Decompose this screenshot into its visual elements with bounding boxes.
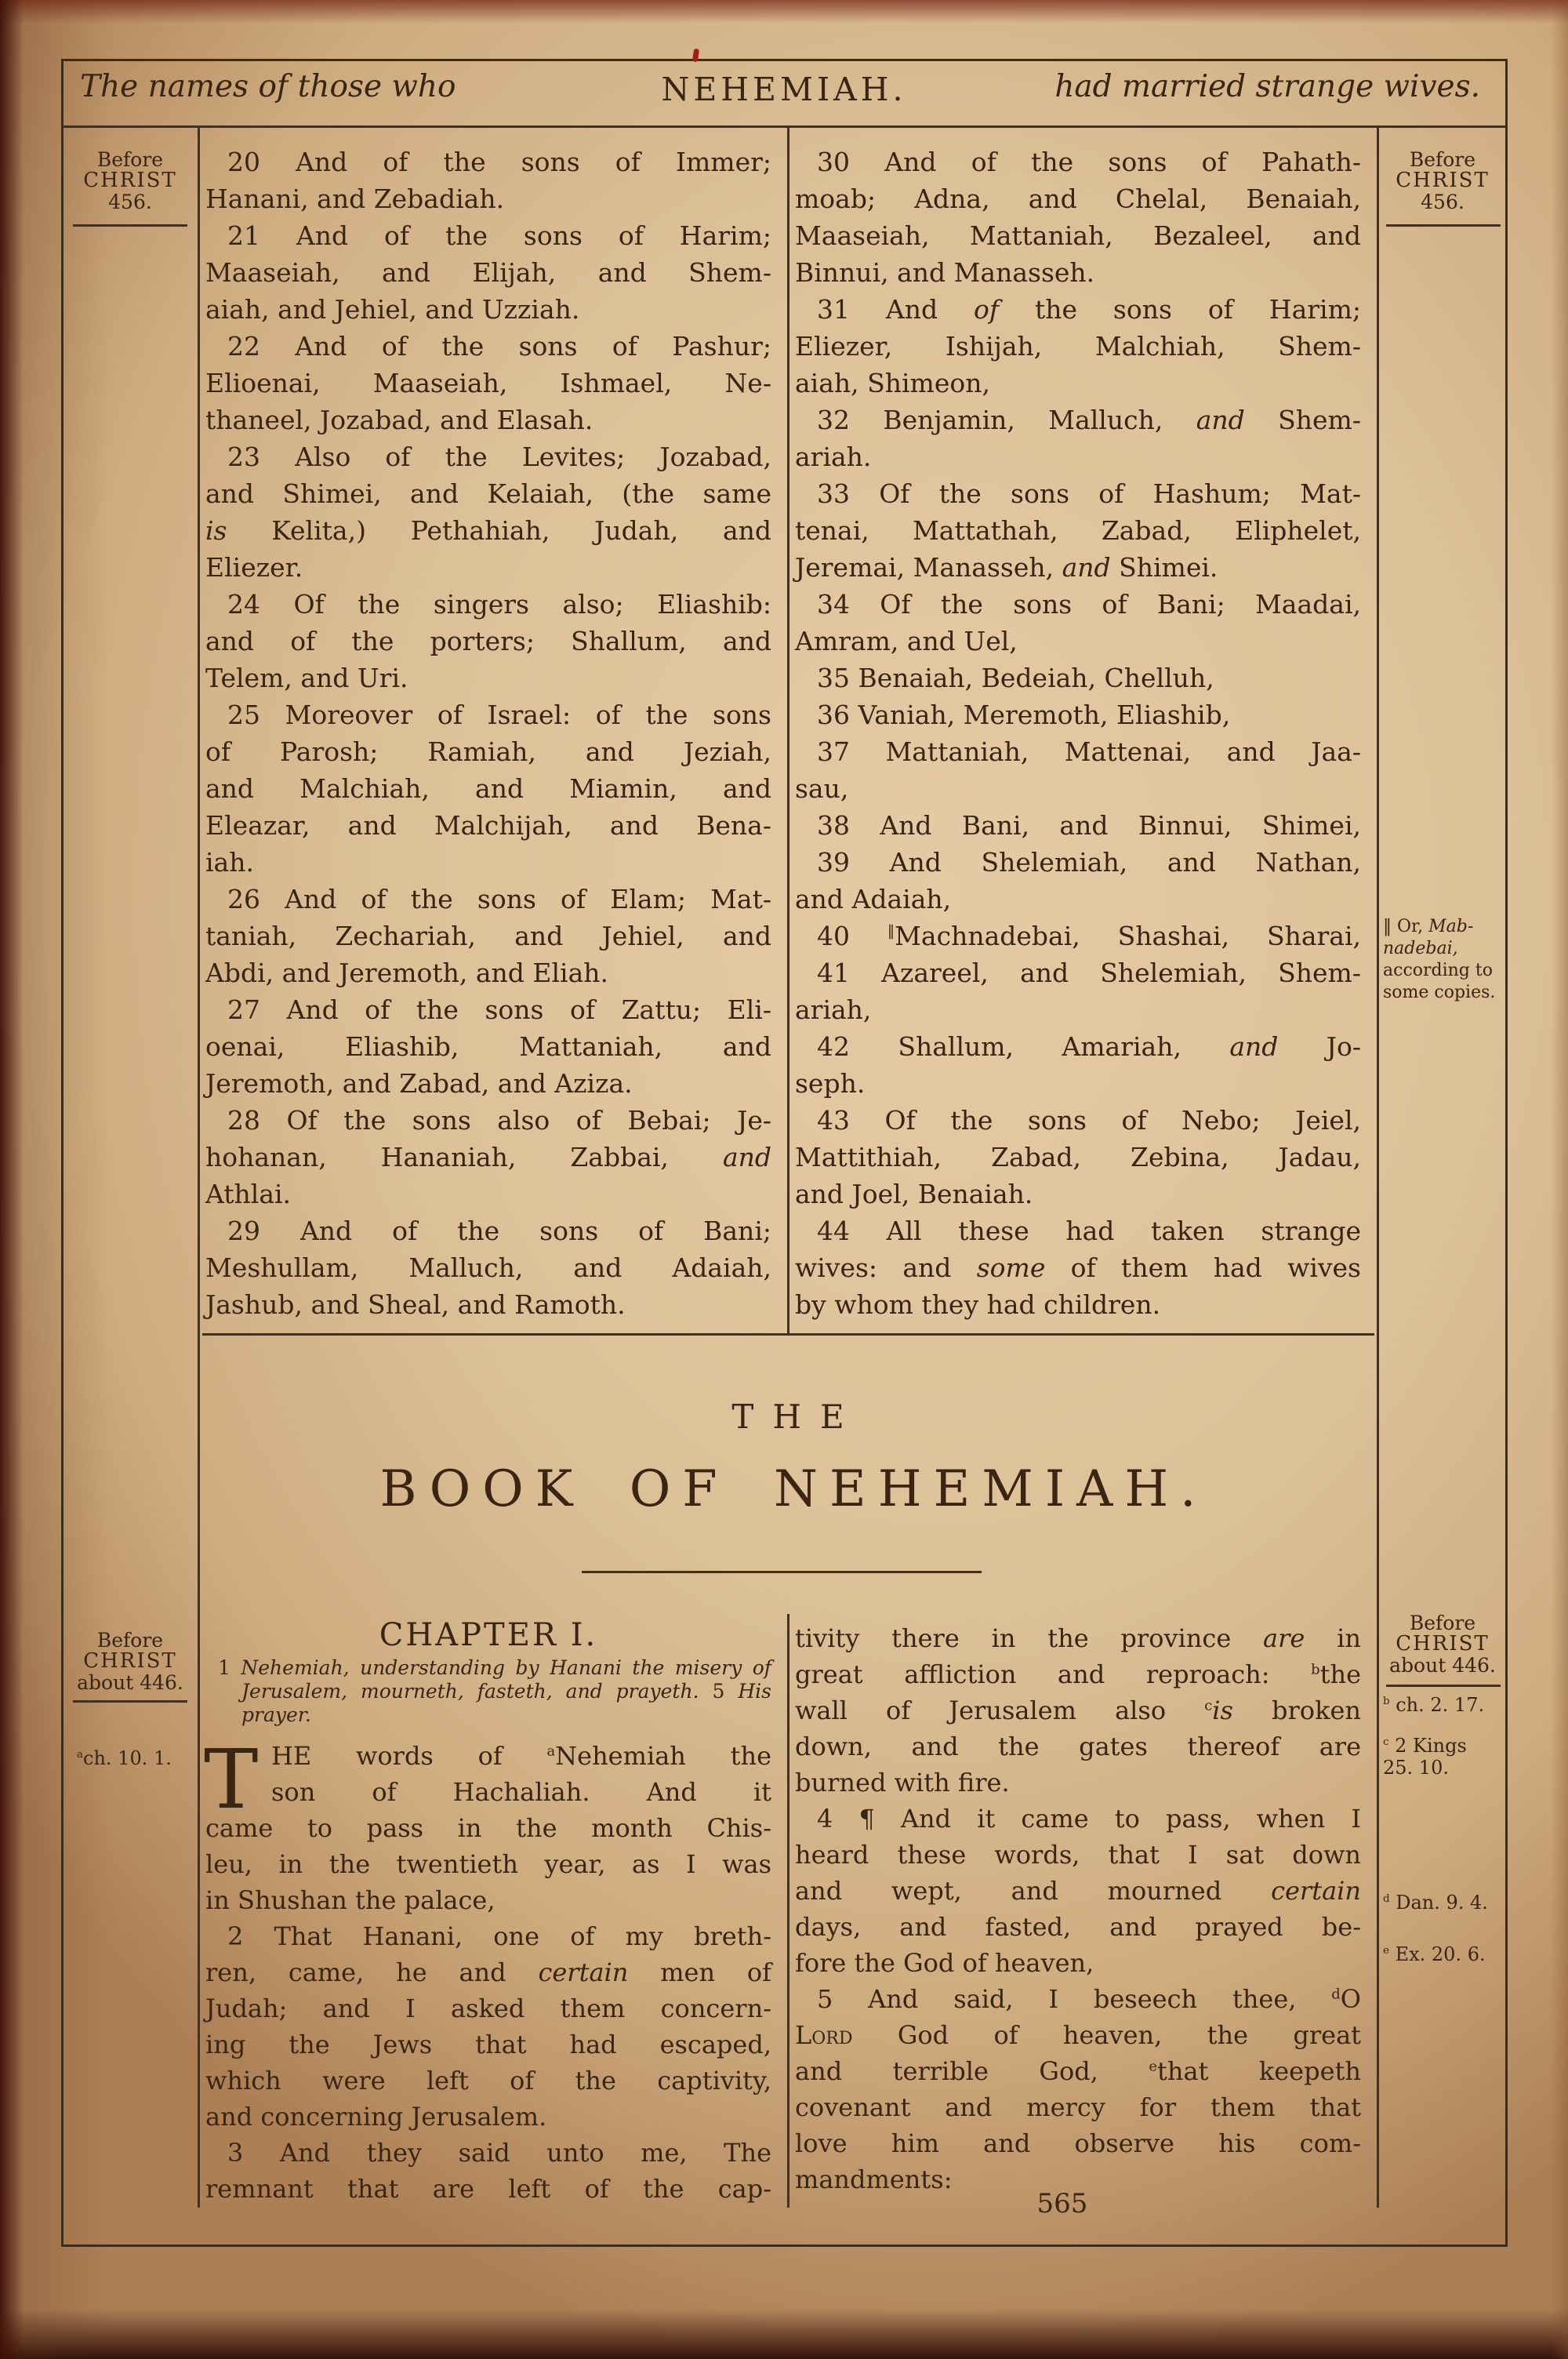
margin-note-before-christ-456-left <box>63 149 198 213</box>
text-line: and of the porters; Shallum, and <box>205 626 771 656</box>
text-line: 31 And of the sons of Harim; <box>817 294 1361 325</box>
text-line: and Adaiah, <box>795 884 952 914</box>
margin-note-machnadebai-variant: ‖ Or, Mab-nadebai, according to some copies. <box>1383 917 1496 1002</box>
running-head-right: had married strange wives. <box>1054 69 1480 104</box>
text-line: wall of Jerusalem also $^c$is broken <box>795 1696 1362 1725</box>
text-line: 35 Benaiah, Bedeiah, Chelluh, <box>817 663 1214 693</box>
text-line: 29 And of the sons of Bani; <box>227 1216 771 1246</box>
verse-paragraph <box>795 660 1361 696</box>
margin-note-rule <box>73 1700 187 1703</box>
running-head-left: The names of those who <box>80 69 456 104</box>
column-divider-center-bottom <box>787 1614 789 2208</box>
text-line: 30 And of the sons of Pahath- <box>817 147 1361 177</box>
cross-reference-c: $^c$ 2 Kings 25. 10. <box>1383 1735 1467 1779</box>
margin-note-rule <box>1386 224 1501 227</box>
text-line: Jerusalem, mourneth, fasteth, and prayeth. 5 His <box>241 1680 771 1703</box>
margin-note-line: about 446. <box>77 1671 183 1694</box>
column-divider-left <box>198 128 200 2208</box>
verse-paragraph <box>795 1620 1361 1801</box>
text-line: Abdi, and Jeremoth, and Eliah. <box>205 958 609 988</box>
margin-note-line: 456. <box>1421 191 1465 213</box>
book-title-rule <box>582 1571 982 1573</box>
margin-note-line: 456. <box>108 191 152 213</box>
text-line: 28 Of the sons also of Bebai; Je- <box>227 1105 771 1136</box>
text-line: seph. <box>795 1068 866 1099</box>
text-line: oenai, Eliashib, Mattaniah, and <box>205 1031 771 1062</box>
verse-paragraph <box>795 586 1361 660</box>
verse-paragraph <box>795 402 1361 475</box>
text-line: son of Hachaliah. And it <box>271 1777 771 1807</box>
text-line: leu, in the twentieth year, as I was <box>205 1849 771 1879</box>
text-line: down, and the gates thereof are <box>795 1732 1361 1761</box>
margin-note-line: about 446. <box>1389 1654 1496 1677</box>
verse-paragraph <box>205 1918 771 2135</box>
verse-paragraph <box>205 586 771 696</box>
text-line: 44 All these had taken strange <box>817 1216 1361 1246</box>
text-line: tenai, Mattathah, Zabad, Eliphelet, <box>795 515 1361 546</box>
text-line: 24 Of the singers also; Eliashib: <box>227 589 771 620</box>
text-line: 26 And of the sons of Elam; Mat- <box>227 884 771 914</box>
text-line: and Shimei, and Kelaiah, (the same <box>205 478 771 509</box>
margin-note-rule <box>73 224 187 227</box>
text-line: covenant and mercy for them that <box>795 2092 1361 2122</box>
text-line: is Kelita,) Pethahiah, Judah, and <box>205 515 771 546</box>
text-line: 38 And Bani, and Binnui, Shimei, <box>817 810 1361 841</box>
text-line: 22 And of the sons of Pashur; <box>227 331 771 362</box>
verse-paragraph <box>205 328 771 438</box>
text-line: fore the God of heaven, <box>795 1948 1094 1978</box>
verse-paragraph <box>205 696 771 881</box>
text-line: taniah, Zechariah, and Jehiel, and <box>205 921 771 951</box>
verse-paragraph <box>795 1801 1361 1981</box>
margin-note-before-christ-456-right <box>1380 149 1505 213</box>
header-rule <box>63 125 1505 128</box>
text-line: 3 And they said unto me, The <box>227 2138 771 2168</box>
text-line: Telem, and Uri. <box>205 663 408 693</box>
text-line: 42 Shallum, Amariah, and Jo- <box>817 1031 1361 1062</box>
text-line: thaneel, Jozabad, and Elasah. <box>205 405 593 435</box>
verse-paragraph <box>205 1102 771 1212</box>
margin-note-line: Before <box>1409 148 1476 171</box>
text-line: ariah, <box>795 994 872 1025</box>
cross-reference-b: $^b$ ch. 2. 17. <box>1383 1694 1485 1716</box>
cross-reference-d: $^d$ Dan. 9. 4. <box>1383 1892 1488 1914</box>
running-head-title: NEHEMIAH. <box>661 71 907 108</box>
text-line: Maaseiah, and Elijah, and Shem- <box>205 257 771 288</box>
verse-paragraph <box>795 954 1361 1028</box>
text-line: 23 Also of the Levites; Jozabad, <box>227 442 771 472</box>
margin-note-line: CHRIST <box>1396 1632 1490 1656</box>
text-line: 25 Moreover of Israel: of the sons <box>227 700 771 730</box>
verse-paragraph <box>205 438 771 586</box>
text-line: aiah, Shimeon, <box>795 368 990 398</box>
text-line: 21 And of the sons of Harim; <box>227 220 771 251</box>
text-line: Amram, and Uel, <box>795 626 1018 656</box>
verse-paragraph <box>205 991 771 1102</box>
text-line: ariah. <box>795 442 872 472</box>
text-line: came to pass in the month Chis- <box>205 1813 771 1843</box>
margin-note-line: CHRIST <box>1396 169 1490 192</box>
verse-paragraph <box>205 217 771 328</box>
text-line: heard these words, that I sat down <box>795 1840 1361 1870</box>
verse-paragraph <box>795 144 1361 291</box>
text-line: remnant that are left of the cap- <box>205 2174 771 2204</box>
text-line: moab; Adna, and Chelal, Benaiah, <box>795 184 1361 214</box>
text-line: HE words of $^a$Nehemiah the <box>271 1741 772 1771</box>
margin-note-rule <box>1386 1685 1501 1687</box>
text-column-chapter-left <box>205 1617 771 2207</box>
text-column-ezra-left <box>205 144 771 1323</box>
page-number: 565 <box>1036 2188 1088 2219</box>
text-line: 39 And Shelemiah, and Nathan, <box>817 847 1361 878</box>
text-line: mandments: <box>795 2165 953 2194</box>
drop-cap-letter: T <box>204 1732 259 1827</box>
text-line: wives: and some of them had wives <box>795 1252 1361 1283</box>
text-line: 20 And of the sons of Immer; <box>227 147 771 177</box>
text-line: 4 ¶ And it came to pass, when I <box>817 1804 1361 1834</box>
text-line: Eliezer. <box>205 552 303 583</box>
column-divider-right <box>1377 128 1379 2208</box>
verse-paragraph <box>205 881 771 991</box>
text-line: 5 And said, I beseech thee, $^d$O <box>817 1984 1361 2014</box>
verse-paragraph <box>795 733 1361 807</box>
text-line: sau, <box>795 773 849 804</box>
text-line: Judah; and I asked them concern- <box>205 1994 771 2023</box>
text-line: 33 Of the sons of Hashum; Mat- <box>817 478 1361 509</box>
text-line: Hanani, and Zebadiah. <box>205 184 505 214</box>
text-line: Eleazar, and Malchijah, and Bena- <box>205 810 771 841</box>
text-line: Meshullam, Malluch, and Adaiah, <box>205 1252 771 1283</box>
text-column-ezra-right <box>795 144 1361 1323</box>
text-line: and Malchiah, and Miamin, and <box>205 773 771 804</box>
verse-paragraph <box>795 807 1361 844</box>
margin-note-line: Before <box>96 148 164 171</box>
text-line: and wept, and mourned certain <box>795 1876 1361 1906</box>
text-line: by whom they had children. <box>795 1289 1161 1320</box>
section-divider-rule <box>202 1333 1374 1336</box>
verse-paragraph <box>795 696 1361 733</box>
text-line: 37 Mattaniah, Mattenai, and Jaa- <box>817 736 1361 767</box>
text-line: Jeremai, Manasseh, and Shimei. <box>795 552 1218 583</box>
text-line: ing the Jews that had escaped, <box>205 2030 771 2059</box>
verse-paragraph <box>795 918 1361 954</box>
text-line: Lord God of heaven, the great <box>795 2020 1361 2050</box>
cross-reference-a: $^a$ch. 10. 1. <box>77 1747 172 1769</box>
text-line: tivity there in the province are in <box>795 1623 1361 1653</box>
margin-note-line: CHRIST <box>83 1649 177 1673</box>
text-line: burned with fire. <box>795 1768 1010 1797</box>
text-line: 34 Of the sons of Bani; Maadai, <box>817 589 1361 620</box>
text-line: 32 Benjamin, Malluch, and Shem- <box>817 405 1361 435</box>
text-line: of Parosh; Ramiah, and Jeziah, <box>205 736 771 767</box>
verse-paragraph <box>795 1981 1361 2197</box>
text-line: 43 Of the sons of Nebo; Jeiel, <box>817 1105 1361 1136</box>
margin-note-line: Before <box>96 1629 164 1652</box>
text-line: Elioenai, Maaseiah, Ishmael, Ne- <box>205 368 771 398</box>
text-line: ren, came, he and certain men of <box>205 1957 771 1987</box>
margin-note-before-christ-446-left <box>63 1630 198 1693</box>
chapter-heading: CHAPTER I. <box>379 1617 598 1653</box>
margin-note-line: Before <box>1409 1612 1476 1634</box>
text-line: 27 And of the sons of Zattu; Eli- <box>227 994 771 1025</box>
text-line: aiah, and Jehiel, and Uzziah. <box>205 294 580 325</box>
verse-paragraph <box>795 1028 1361 1102</box>
verse-paragraph <box>795 1212 1361 1323</box>
verse-paragraph <box>205 144 771 217</box>
margin-note-before-christ-446-right <box>1380 1612 1505 1676</box>
text-line: 2 That Hanani, one of my breth- <box>227 1921 771 1951</box>
text-line: love him and observe his com- <box>795 2128 1361 2158</box>
text-line: hohanan, Hananiah, Zabbai, and <box>205 1142 771 1172</box>
text-line: 1 Nehemiah, understanding by Hanani the misery of <box>218 1656 771 1679</box>
verse-paragraph <box>205 2135 771 2207</box>
book-title: BOOK OF NEHEMIAH. <box>379 1460 1208 1518</box>
text-line: and concerning Jerusalem. <box>205 2102 547 2132</box>
verse-paragraph <box>205 1212 771 1323</box>
text-line: Binnui, and Manasseh. <box>795 257 1095 288</box>
verse-paragraph <box>795 291 1361 402</box>
column-divider-center-top <box>787 128 789 1336</box>
text-line: days, and fasted, and prayed be- <box>795 1912 1361 1942</box>
chapter-left-verses <box>204 1732 772 2207</box>
text-line: Athlai. <box>205 1179 292 1209</box>
text-line: Jeremoth, and Zabad, and Aziza. <box>205 1068 633 1099</box>
text-column-chapter-right <box>795 1620 1361 2197</box>
text-line: prayer. <box>241 1703 311 1726</box>
verse-paragraph <box>795 1102 1361 1212</box>
text-line: in Shushan the palace, <box>205 1885 495 1915</box>
verse-paragraph <box>204 1732 772 1918</box>
text-line: and Joel, Benaiah. <box>795 1179 1033 1209</box>
cross-reference-e: $^e$ Ex. 20. 6. <box>1383 1943 1486 1965</box>
verse-paragraph <box>795 844 1361 918</box>
book-title-kicker: THE <box>731 1398 863 1436</box>
text-line: iah. <box>205 847 254 878</box>
text-line: Jashub, and Sheal, and Ramoth. <box>205 1289 626 1320</box>
text-line: 40 ‖Machnadebai, Shashai, Sharai, <box>817 921 1361 951</box>
text-line: great affliction and reproach: $^b$the <box>795 1659 1361 1689</box>
text-line: Mattithiah, Zabad, Zebina, Jadau, <box>795 1142 1361 1172</box>
text-line: 36 Vaniah, Meremoth, Eliashib, <box>817 700 1231 730</box>
text-line: and terrible God, $^e$that keepeth <box>795 2056 1362 2086</box>
text-line: Eliezer, Ishijah, Malchiah, Shem- <box>795 331 1361 362</box>
margin-note-line: CHRIST <box>83 169 177 192</box>
text-line: 41 Azareel, and Shelemiah, Shem- <box>817 958 1361 988</box>
text-line: Maaseiah, Mattaniah, Bezaleel, and <box>795 220 1361 251</box>
text-line: which were left of the captivity, <box>205 2066 771 2095</box>
verse-paragraph <box>205 1656 771 1727</box>
chapter-summary <box>205 1656 771 1727</box>
verse-paragraph <box>795 475 1361 586</box>
